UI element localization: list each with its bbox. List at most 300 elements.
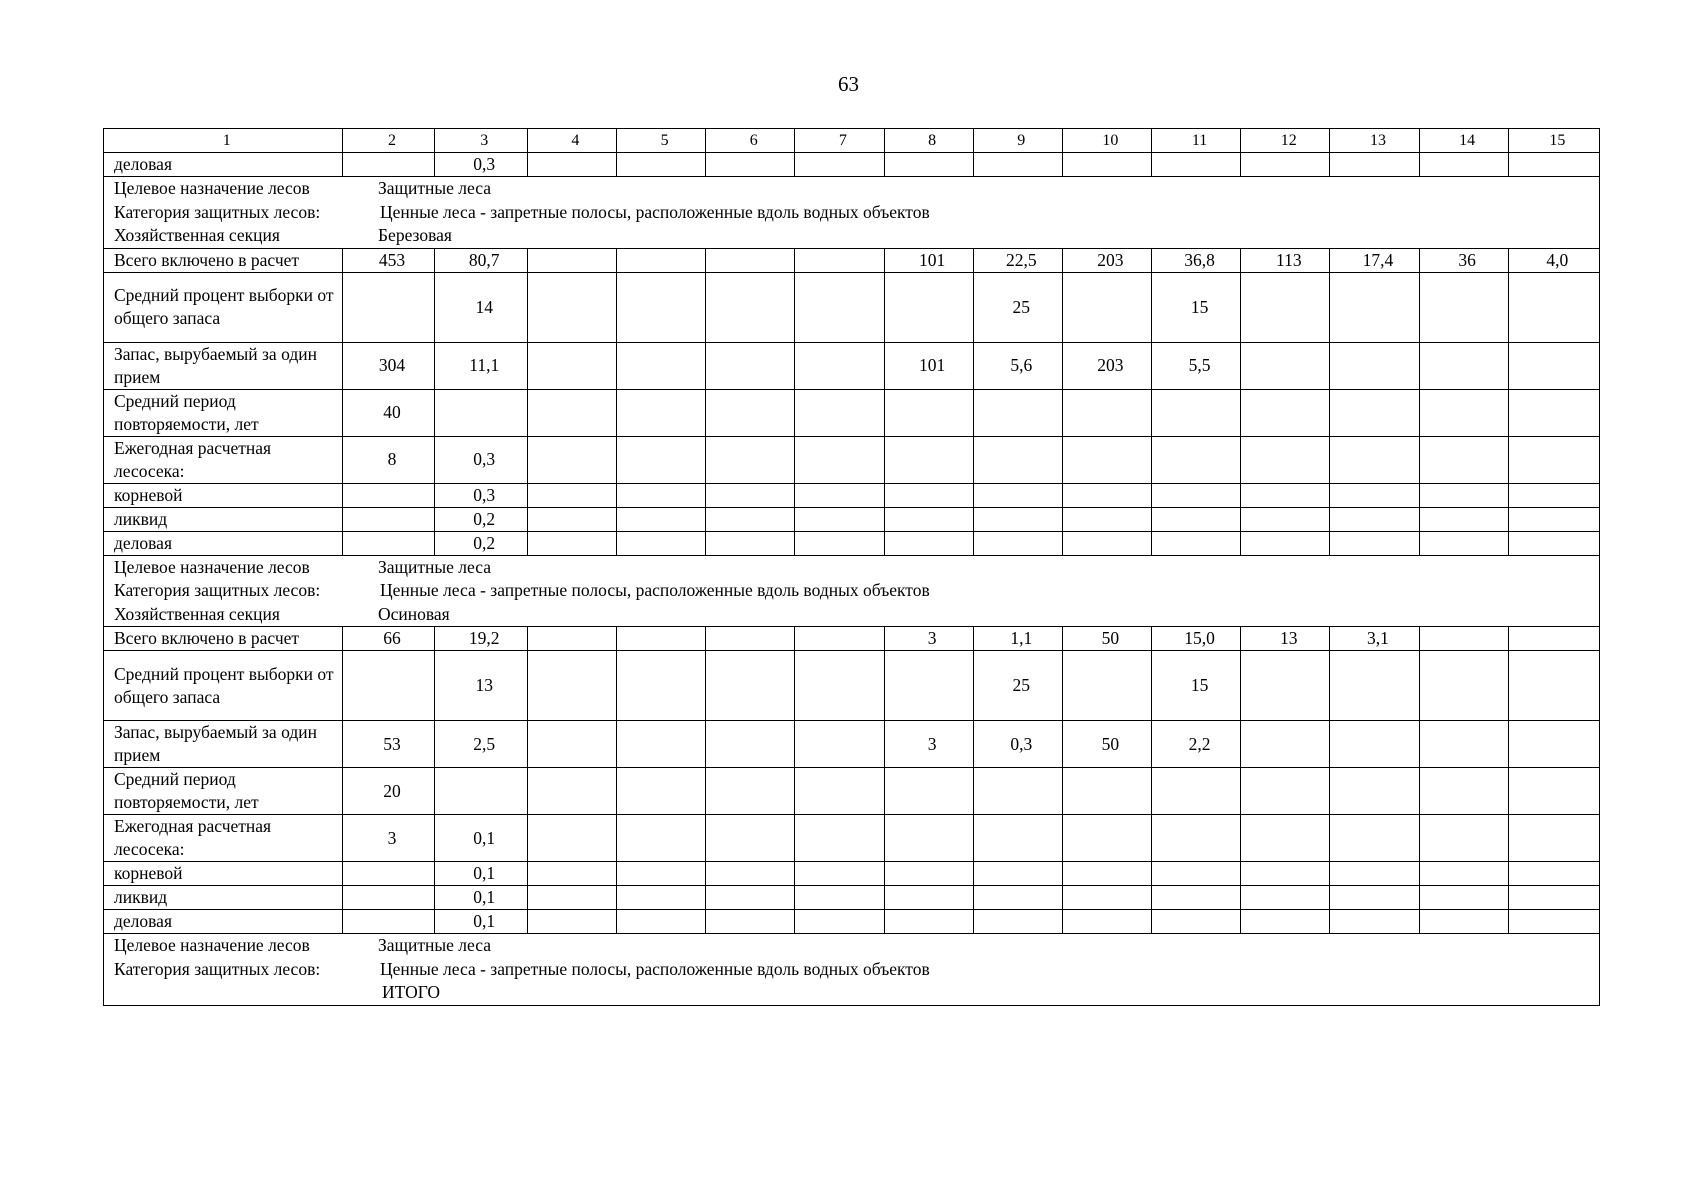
row-label: Средний процент выборки от общего запаса [104, 272, 343, 342]
table-row [104, 342, 1600, 389]
table-cell [527, 153, 616, 177]
table-cell [343, 531, 434, 555]
table-cell [616, 886, 705, 910]
section-value: Ценные леса - запретные полосы, расположенные вдоль водных объектов [380, 201, 930, 222]
table-cell [527, 721, 616, 768]
table-cell: 13 [434, 651, 527, 721]
table-cell [1330, 389, 1419, 436]
table-cell [706, 651, 795, 721]
table-cell [1152, 910, 1241, 934]
section-value: ИТОГО [382, 982, 441, 1002]
section-line [104, 603, 1599, 627]
table-cell: 36,8 [1152, 248, 1241, 272]
table-cell [1330, 436, 1419, 483]
section-value: Осиновая [378, 603, 450, 624]
table-cell: 0,3 [434, 483, 527, 507]
table-cell [795, 272, 884, 342]
table-cell [527, 531, 616, 555]
table-cell: 25 [973, 651, 1062, 721]
section-key: Хозяйственная секция [114, 603, 280, 624]
table-cell [884, 862, 973, 886]
table-cell [1062, 651, 1151, 721]
table-cell: 3,1 [1330, 627, 1419, 651]
table-cell [973, 531, 1062, 555]
table-cell: 50 [1062, 627, 1151, 651]
row-label: Запас, вырубаемый за один прием [104, 342, 343, 389]
column-number-11: 11 [1152, 129, 1241, 153]
table-cell [1062, 389, 1151, 436]
table-cell: 3 [884, 721, 973, 768]
table-cell [1062, 862, 1151, 886]
table-cell [343, 153, 434, 177]
row-label: Запас, вырубаемый за один прием [104, 721, 343, 768]
table-cell [884, 651, 973, 721]
table-cell [343, 862, 434, 886]
table-cell [706, 815, 795, 862]
table-cell [1241, 531, 1330, 555]
table-cell [343, 483, 434, 507]
table-cell [706, 886, 795, 910]
section-line [104, 224, 1599, 248]
table-cell [1152, 531, 1241, 555]
table-cell: 13 [1241, 627, 1330, 651]
table-cell [1419, 531, 1508, 555]
row-label: корневой [104, 862, 343, 886]
table-cell [1508, 886, 1599, 910]
table-cell [343, 886, 434, 910]
table-cell [884, 886, 973, 910]
table-cell [616, 862, 705, 886]
table-cell [1419, 910, 1508, 934]
calculation-table [103, 128, 1600, 1006]
section-info-cell [104, 177, 1600, 249]
table-cell [706, 483, 795, 507]
table-cell [1062, 768, 1151, 815]
table-cell: 2,2 [1152, 721, 1241, 768]
table-cell [1330, 768, 1419, 815]
table-cell [795, 768, 884, 815]
section-key: Целевое назначение лесов [114, 556, 310, 577]
row-label: Ежегодная расчетная лесосека: [104, 815, 343, 862]
table-cell [973, 768, 1062, 815]
table-row [104, 436, 1600, 483]
table-cell [1419, 886, 1508, 910]
table-cell [527, 627, 616, 651]
table-cell [706, 389, 795, 436]
table-cell [1241, 768, 1330, 815]
section-value: Березовая [378, 225, 452, 245]
table-cell [527, 248, 616, 272]
table-cell [706, 153, 795, 177]
row-label: Всего включено в расчет [104, 627, 343, 651]
table-cell [1152, 436, 1241, 483]
table-cell: 66 [343, 627, 434, 651]
table-cell: 4,0 [1508, 248, 1599, 272]
table-cell [795, 815, 884, 862]
table-cell [1419, 342, 1508, 389]
column-number-10: 10 [1062, 129, 1151, 153]
section-value: Защитные леса [378, 935, 491, 955]
table-cell: 11,1 [434, 342, 527, 389]
table-cell [1241, 815, 1330, 862]
column-numbers-row [104, 129, 1600, 153]
table-cell [1419, 436, 1508, 483]
table-cell: 22,5 [973, 248, 1062, 272]
table-cell [1152, 389, 1241, 436]
table-cell [795, 651, 884, 721]
page-number: 63 [838, 72, 859, 96]
table-cell [795, 531, 884, 555]
table-cell [616, 531, 705, 555]
section-line [104, 556, 1599, 580]
column-number-13: 13 [1330, 129, 1419, 153]
table-cell [1419, 507, 1508, 531]
table-cell: 0,3 [434, 153, 527, 177]
table-cell [1330, 815, 1419, 862]
table-cell [1508, 153, 1599, 177]
column-number-3: 3 [434, 129, 527, 153]
section-key: Целевое назначение лесов [114, 935, 310, 955]
table-cell: 15,0 [1152, 627, 1241, 651]
table-cell [1419, 272, 1508, 342]
table-cell: 3 [343, 815, 434, 862]
table-cell [795, 910, 884, 934]
table-cell [1062, 272, 1151, 342]
table-cell [1508, 651, 1599, 721]
table-cell: 5,5 [1152, 342, 1241, 389]
table-cell [973, 389, 1062, 436]
table-cell [343, 651, 434, 721]
table-cell [434, 389, 527, 436]
table-cell [795, 389, 884, 436]
table-cell [1241, 272, 1330, 342]
table-cell [884, 815, 973, 862]
table-cell [1508, 507, 1599, 531]
table-cell [1241, 389, 1330, 436]
table-cell [1241, 153, 1330, 177]
table-row [104, 768, 1600, 815]
table-cell [1062, 436, 1151, 483]
table-cell [527, 886, 616, 910]
table-cell [706, 862, 795, 886]
table-cell [1508, 272, 1599, 342]
table-cell [1062, 910, 1151, 934]
table-cell [527, 651, 616, 721]
table-cell: 15 [1152, 272, 1241, 342]
table-cell [795, 483, 884, 507]
table-cell: 0,1 [434, 862, 527, 886]
table-cell [884, 531, 973, 555]
section-key: Хозяйственная секция [114, 225, 280, 245]
table-cell [884, 507, 973, 531]
table-cell: 0,1 [434, 910, 527, 934]
table-cell [973, 886, 1062, 910]
row-label: ликвид [104, 886, 343, 910]
table-cell [527, 342, 616, 389]
table-cell [1508, 721, 1599, 768]
row-label: деловая [104, 531, 343, 555]
section-line [104, 177, 1599, 201]
table-cell [616, 342, 705, 389]
table-cell [616, 651, 705, 721]
table-cell [1419, 768, 1508, 815]
table-cell: 0,2 [434, 531, 527, 555]
table-cell [884, 768, 973, 815]
row-label: Средний период повторяемости, лет [104, 768, 343, 815]
table-cell [795, 248, 884, 272]
table-cell: 2,5 [434, 721, 527, 768]
section-line [104, 579, 1599, 603]
table-cell: 203 [1062, 248, 1151, 272]
section-line [104, 201, 1599, 225]
table-cell [1330, 910, 1419, 934]
table-cell [795, 721, 884, 768]
section-value: Ценные леса - запретные полосы, расположенные вдоль водных объектов [380, 958, 930, 979]
table-cell [527, 272, 616, 342]
section-key: Категория защитных лесов: [114, 958, 321, 979]
table-cell [795, 627, 884, 651]
table-cell [1508, 436, 1599, 483]
table-cell [1330, 886, 1419, 910]
table-cell [1152, 886, 1241, 910]
table-cell [616, 389, 705, 436]
table-cell [1062, 886, 1151, 910]
table-cell [527, 862, 616, 886]
section-line [104, 981, 1599, 1005]
table-cell [616, 721, 705, 768]
table-cell [795, 342, 884, 389]
table-row [104, 627, 1600, 651]
table-cell [1508, 768, 1599, 815]
table-cell [343, 507, 434, 531]
table-row [104, 910, 1600, 934]
table-cell [706, 272, 795, 342]
table-cell [1062, 531, 1151, 555]
table-cell [1241, 483, 1330, 507]
table-cell: 0,1 [434, 886, 527, 910]
table-cell [1419, 862, 1508, 886]
table-cell [1508, 531, 1599, 555]
table-cell [795, 507, 884, 531]
table-row [104, 815, 1600, 862]
table-cell [1062, 483, 1151, 507]
table-cell [434, 768, 527, 815]
table-cell [1241, 507, 1330, 531]
column-number-9: 9 [973, 129, 1062, 153]
table-cell [616, 272, 705, 342]
section-line [104, 958, 1599, 982]
table-cell: 1,1 [973, 627, 1062, 651]
section-line [104, 934, 1599, 958]
table-cell [1419, 815, 1508, 862]
table-cell: 25 [973, 272, 1062, 342]
table-cell [973, 483, 1062, 507]
table-cell [795, 436, 884, 483]
table-cell [1330, 342, 1419, 389]
table-cell [1152, 768, 1241, 815]
table-cell [1152, 153, 1241, 177]
table-cell [706, 436, 795, 483]
table-cell [795, 862, 884, 886]
table-cell [527, 910, 616, 934]
table-cell [1152, 815, 1241, 862]
row-label: Средний период повторяемости, лет [104, 389, 343, 436]
table-cell: 53 [343, 721, 434, 768]
table-cell [1508, 815, 1599, 862]
table-cell [343, 910, 434, 934]
table-cell: 5,6 [973, 342, 1062, 389]
table-cell: 0,3 [434, 436, 527, 483]
table-cell: 304 [343, 342, 434, 389]
column-number-15: 15 [1508, 129, 1599, 153]
table-cell [973, 507, 1062, 531]
table-cell [527, 815, 616, 862]
table-cell: 20 [343, 768, 434, 815]
table-cell [1419, 651, 1508, 721]
table-cell [1330, 862, 1419, 886]
table-cell: 0,1 [434, 815, 527, 862]
table-cell [1152, 862, 1241, 886]
table-cell [1508, 483, 1599, 507]
table-cell [527, 483, 616, 507]
row-label: Всего включено в расчет [104, 248, 343, 272]
table-cell [973, 436, 1062, 483]
table-cell [1241, 910, 1330, 934]
row-label: деловая [104, 153, 343, 177]
table-cell [1419, 389, 1508, 436]
table-cell [884, 436, 973, 483]
table-cell [1330, 507, 1419, 531]
table-cell: 3 [884, 627, 973, 651]
section-key: Категория защитных лесов: [114, 580, 321, 600]
table-cell [884, 910, 973, 934]
table-cell [706, 507, 795, 531]
row-label: Средний процент выборки от общего запаса [104, 651, 343, 721]
table-cell [1062, 815, 1151, 862]
table-cell: 40 [343, 389, 434, 436]
table-cell [706, 721, 795, 768]
column-number-6: 6 [706, 129, 795, 153]
row-label: Ежегодная расчетная лесосека: [104, 436, 343, 483]
table-cell [343, 272, 434, 342]
table-cell [527, 507, 616, 531]
table-cell [1062, 153, 1151, 177]
table-row [104, 531, 1600, 555]
table-cell [616, 768, 705, 815]
section-info-cell [104, 555, 1600, 627]
table-cell [706, 910, 795, 934]
table-cell [706, 531, 795, 555]
column-number-8: 8 [884, 129, 973, 153]
table-cell [973, 910, 1062, 934]
table-cell [1152, 507, 1241, 531]
table-row [104, 153, 1600, 177]
table-cell [1419, 627, 1508, 651]
table-cell [527, 768, 616, 815]
table-cell [616, 910, 705, 934]
table-cell [973, 862, 1062, 886]
column-number-2: 2 [343, 129, 434, 153]
table-cell [973, 815, 1062, 862]
table-cell [1419, 721, 1508, 768]
table-cell [1419, 153, 1508, 177]
table-cell [1062, 507, 1151, 531]
table-row [104, 886, 1600, 910]
table-row [104, 248, 1600, 272]
table-cell [706, 248, 795, 272]
table-cell: 0,3 [973, 721, 1062, 768]
table-cell: 101 [884, 342, 973, 389]
table-cell: 113 [1241, 248, 1330, 272]
table-cell [1508, 342, 1599, 389]
table-cell [1330, 272, 1419, 342]
section-key: Категория защитных лесов: [114, 201, 321, 222]
section-key: Целевое назначение лесов [114, 178, 310, 198]
table-cell: 19,2 [434, 627, 527, 651]
column-number-1: 1 [104, 129, 343, 153]
table-cell [706, 768, 795, 815]
table-cell [616, 815, 705, 862]
table-cell: 203 [1062, 342, 1151, 389]
table-cell [616, 248, 705, 272]
table-row [104, 483, 1600, 507]
table-cell [795, 153, 884, 177]
table-cell [1241, 862, 1330, 886]
table-cell [1241, 342, 1330, 389]
table-row [104, 272, 1600, 342]
section-value: Защитные леса [378, 178, 491, 198]
table-cell [884, 389, 973, 436]
table-cell [1508, 910, 1599, 934]
table-cell [1330, 531, 1419, 555]
table-cell [616, 507, 705, 531]
section-header-row [104, 934, 1600, 1006]
row-label: деловая [104, 910, 343, 934]
table-cell [973, 153, 1062, 177]
table-row [104, 651, 1600, 721]
table-cell [1419, 483, 1508, 507]
table-row [104, 862, 1600, 886]
table-cell: 17,4 [1330, 248, 1419, 272]
table-cell [616, 153, 705, 177]
table-cell: 50 [1062, 721, 1151, 768]
table-cell: 80,7 [434, 248, 527, 272]
section-value: Ценные леса - запретные полосы, расположенные вдоль водных объектов [380, 580, 930, 600]
table-cell [706, 342, 795, 389]
section-header-row [104, 555, 1600, 627]
table-row [104, 507, 1600, 531]
table-cell [1330, 153, 1419, 177]
table-cell: 453 [343, 248, 434, 272]
section-value: Защитные леса [378, 556, 491, 577]
table-cell [795, 886, 884, 910]
column-number-7: 7 [795, 129, 884, 153]
table-cell [616, 627, 705, 651]
column-number-14: 14 [1419, 129, 1508, 153]
table-cell [616, 436, 705, 483]
table-cell: 14 [434, 272, 527, 342]
table-cell [1241, 886, 1330, 910]
table-cell [1241, 436, 1330, 483]
table-cell [1330, 483, 1419, 507]
table-cell: 0,2 [434, 507, 527, 531]
table-cell [527, 436, 616, 483]
table-cell: 15 [1152, 651, 1241, 721]
table-cell [884, 483, 973, 507]
column-number-5: 5 [616, 129, 705, 153]
table-cell [1508, 862, 1599, 886]
column-number-4: 4 [527, 129, 616, 153]
